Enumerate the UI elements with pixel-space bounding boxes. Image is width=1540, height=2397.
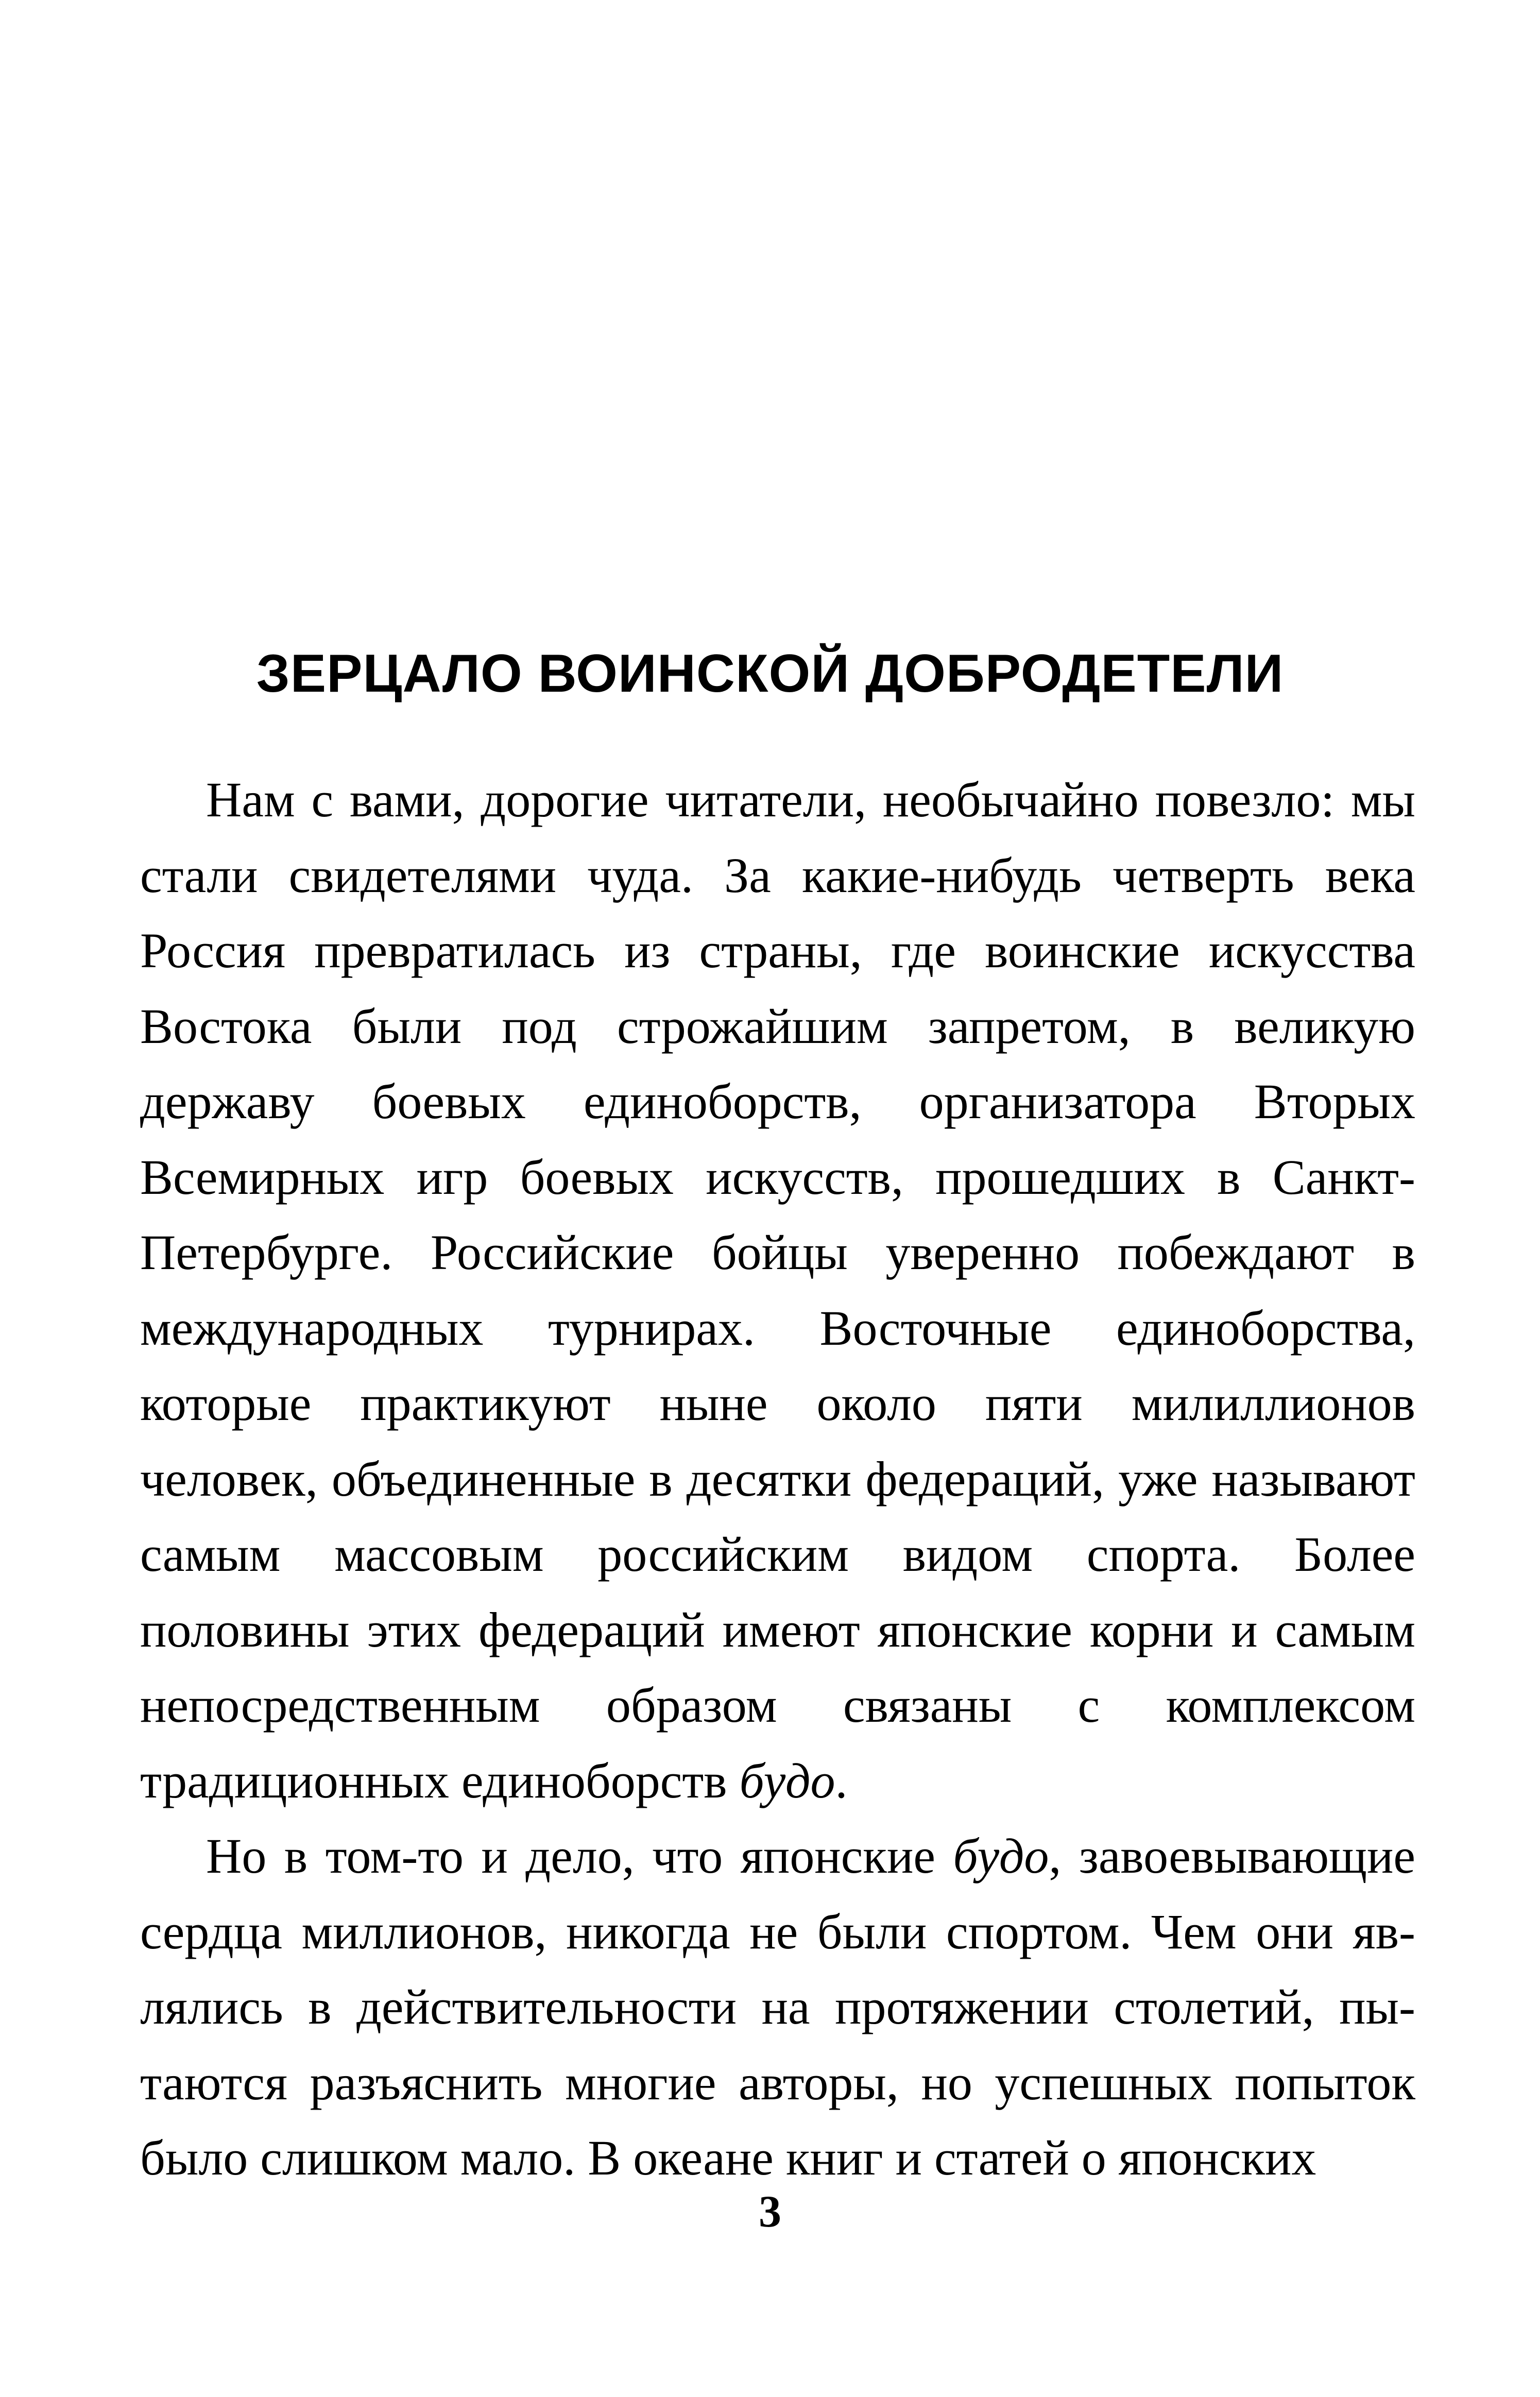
paragraph-1 [140,762,1415,1819]
paragraph-1-text: Нам с вами, дорогие читатели, необычайно повезло: мы стали свидетелями чуда. За какие-нибудь четверть века Россия превратилась из страны, где воинские искусства Востока были под строжайшим запретом, в великую державу боевых единоборств, организатора Вторых Всемирных игр боевых искусств, прошедших в Санкт-Петербурге. Российские бойцы уверенно побеждают в международных турнирах. Восточные единоборства, которые практикуют ныне около пяти милиллионов человек, объединенные в десятки федераций, уже называют самым массовым российским видом спорта. Более половины этих федераций имеют японские корни и самым непосредственным образом связаны с комплексом традиционных единоборств [140,772,1415,1808]
paragraph-2-italic-term: будо [953,1828,1049,1884]
paragraph-2-text: Но в том-то и дело, что японские [206,1828,953,1884]
paragraph-1-end: . [835,1753,848,1808]
paragraph-2-end: , завоевывающие сердца миллионов, никогда не были спортом. Чем они являлись в действительности на протяжении столетий, пытаются разъяснить многие авторы, но успешных попыток было слишком мало. В океане книг и статей о японских [140,1828,1416,2185]
page-number: 3 [759,2187,781,2237]
paragraph-2 [140,1819,1415,2196]
paragraph-1-italic-term: будо [739,1753,835,1808]
body-text [140,762,1415,2196]
chapter-title: ЗЕРЦАЛО ВОИНСКОЙ ДОБРОДЕТЕЛИ [256,644,1284,704]
